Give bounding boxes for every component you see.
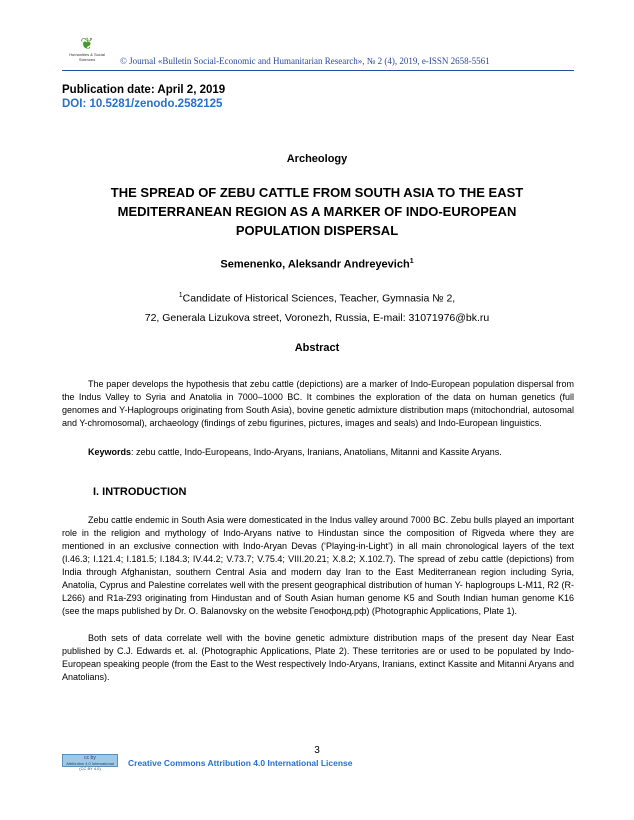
affiliation-line-1: $^1$Candidate of Historical Sciences, Teacher, Gymnasia № 2, bbox=[178, 292, 456, 305]
section-name: Archeology bbox=[286, 153, 348, 165]
author-footnote-mark: 1 bbox=[409, 258, 414, 265]
cc-license-badge[interactable] bbox=[62, 754, 118, 771]
cc-badge-text: Attribution 4.0 International (CC BY 4.0) bbox=[66, 761, 114, 771]
abstract-heading: Abstract bbox=[294, 342, 340, 354]
introduction-paragraph-2: Both sets of data correlate well with the bovine genetic admixture distribution maps of the present day Near East published by C.J. Edwards et. al. (Photographic Applications, Plate 2). These territories are or used to be populated by Indo-European speaking people (from the East to the West respectively Indo-Aryans, Iranians, extinct Kassite and Mitanni Aryans and Anatolians). bbox=[62, 633, 574, 682]
license-link[interactable]: Creative Commons Attribution 4.0 International License bbox=[128, 758, 353, 768]
introduction-heading: I. INTRODUCTION bbox=[93, 486, 187, 498]
sprout-icon: ❦ bbox=[80, 36, 94, 53]
article-title: THE SPREAD OF ZEBU CATTLE FROM SOUTH ASIA TO THE EAST MEDITERRANEAN REGION AS A MARKER OF INDO-EUROPEAN POPULATION DISPERSAL bbox=[110, 185, 524, 238]
author bbox=[0, 258, 634, 271]
journal-header: © Journal «Bulletin Social-Economic and Humanitarian Research», № 2 (4), 2019, e-ISSN 2658-5561 bbox=[120, 56, 490, 66]
journal-logo bbox=[62, 38, 112, 62]
cc-icon: cc by bbox=[84, 755, 96, 761]
page-number: 3 bbox=[314, 745, 320, 756]
affiliation-line-2: 72, Generala Lizukova street, Voronezh, Russia, E-mail: 31071976@bk.ru bbox=[144, 311, 490, 324]
affiliation bbox=[60, 286, 574, 328]
logo-text: Humanities & Social Sciences bbox=[69, 52, 105, 62]
affiliation-footnote-mark: 1 bbox=[178, 292, 183, 299]
keywords-list: : zebu cattle, Indo-Europeans, Indo-Aryans, Iranians, Anatolians, Mitanni and Kassite Aryans. bbox=[131, 447, 502, 457]
keywords bbox=[62, 446, 574, 459]
author-name: Semenenko, Aleksandr Andreyevich bbox=[220, 258, 410, 271]
header-divider bbox=[62, 70, 574, 71]
abstract-text: The paper develops the hypothesis that zebu cattle (depictions) are a marker of Indo-European population dispersal from the Indus Valley to Syria and Anatolia in 7000–1000 BC. It combines the exploration of the data on human genetics (full genomes and Y-Haplogroups originating from South Asia), bovine genetic admixture distribution maps (mitochondrial, autosomal and Y-chromosomal), archaeology (findings of zebu figurines, pictures, images and seals) and Indo-European linguistics. bbox=[62, 379, 574, 428]
publication-date: Publication date: April 2, 2019 bbox=[62, 84, 226, 96]
keywords-label: Keywords bbox=[88, 447, 132, 457]
introduction-paragraph-1: Zebu cattle endemic in South Asia were domesticated in the Indus valley around 7000 BC. Zebu bulls played an important role in the religion and mythology of Indo-Aryans native to Hindustan since the composition of Rigveda where they are mentioned in an exclusive connection with Indo-Aryan Devas (‘Playing-in-Light’) in all main chronological layers of the text (I.46.3; I.121.4; I.181.5; I.184.3; IV.44.2; V.73.7; V.75.4; VIII.20.21; X.8.2; X.102.7). The spread of zebu cattle (depictions) from India through Afghanistan, southern Central Asia and modern day Iran to the East Mediterranean region including Syria, Anatolia, Cyprus and Palestine correlates well with the present geographical distribution of human Y- haplogroups L-M11, R2 (R-L266) and R1a-Z93 originating from Hindustan and of South Asian human genome K5 and South Indian human genome K16 (see the maps published by Dr. O. Balanovsky on the website Генофонд.рф) (Photographic Applications, Plate 1). bbox=[62, 515, 574, 616]
doi-link[interactable]: DOI: 10.5281/zenodo.2582125 bbox=[62, 98, 223, 110]
